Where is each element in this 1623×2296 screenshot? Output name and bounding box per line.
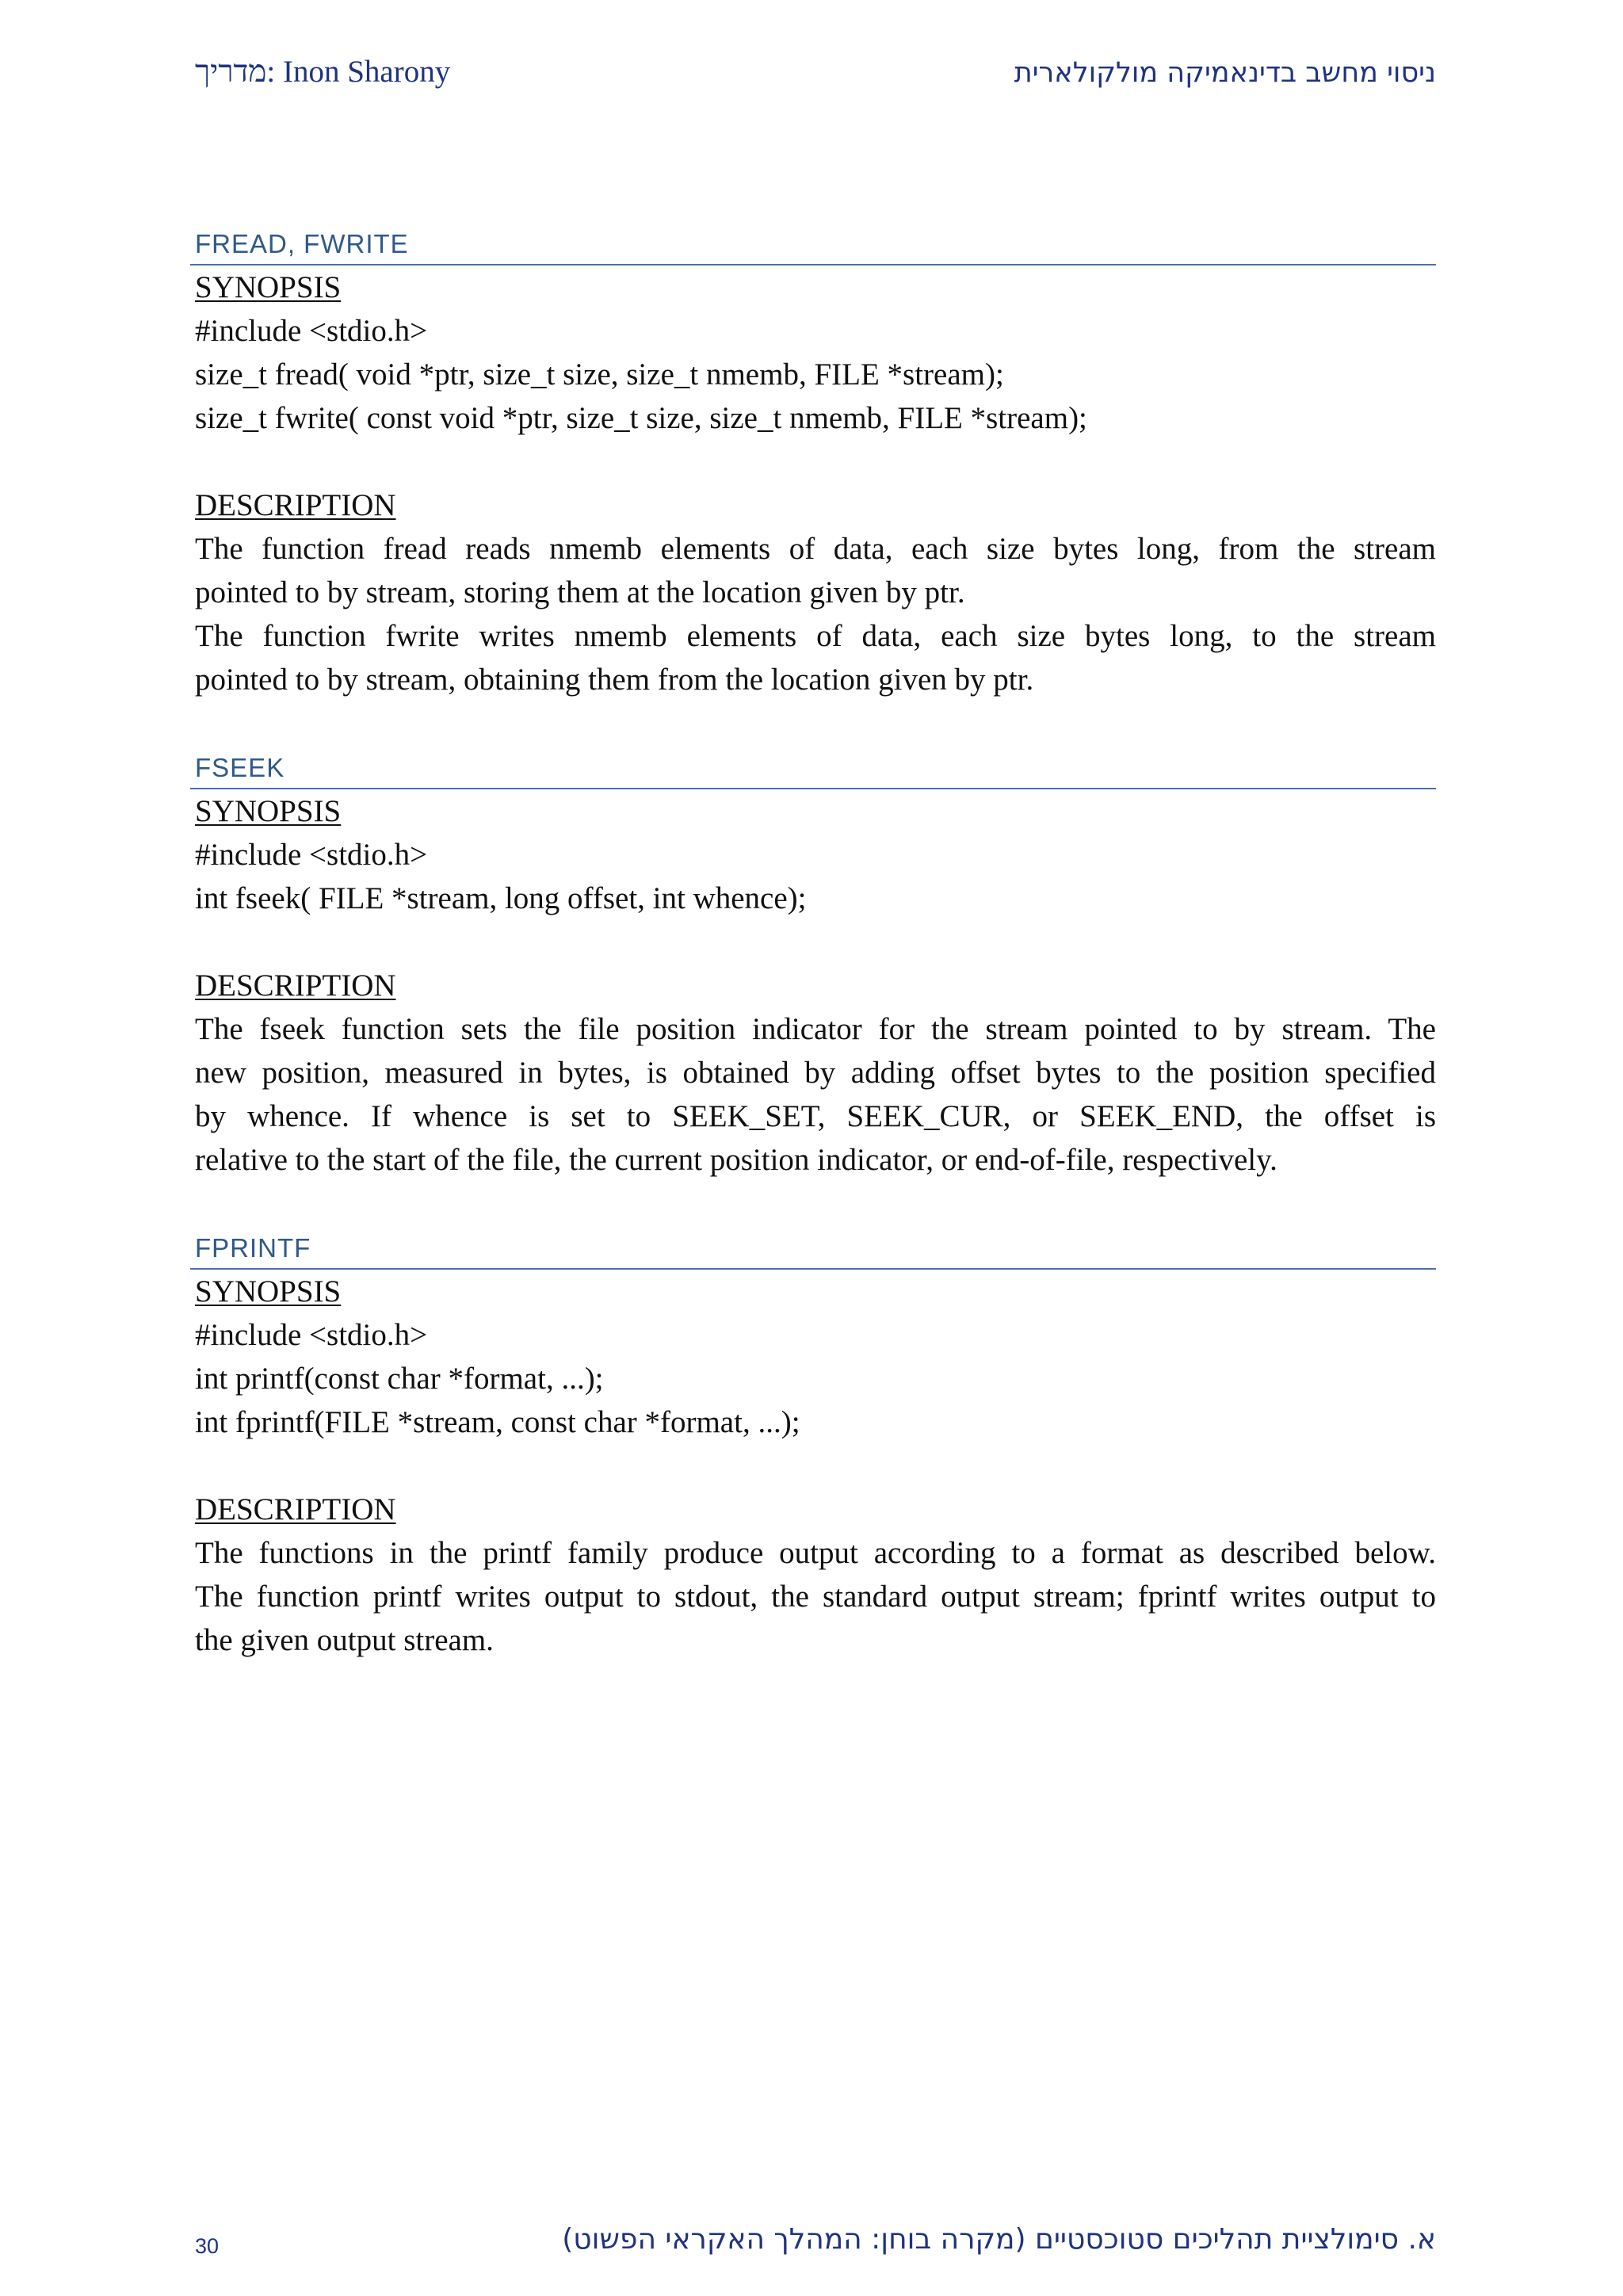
description-line: relative to the start of the file, the current position indicator, or end-of-file, respectively.: [195, 1143, 1277, 1177]
description-label: DESCRIPTION: [195, 1492, 396, 1526]
description-label: DESCRIPTION: [195, 488, 396, 522]
synopsis-line: int fseek( FILE *stream, long offset, int whence);: [195, 881, 807, 915]
synopsis-label: SYNOPSIS: [195, 794, 342, 828]
section-fread-fwrite: [195, 224, 1436, 701]
description-line: The function printf writes output to stdout, the standard output stream; fprintf writes output to: [195, 1580, 1436, 1614]
synopsis-line: int printf(const char *format, ...);: [195, 1362, 604, 1396]
synopsis-line: #include <stdio.h>: [195, 1318, 428, 1352]
synopsis-line: size_t fread( void *ptr, size_t size, size_t nmemb, FILE *stream);: [195, 357, 1004, 392]
synopsis-line: int fprintf(FILE *stream, const char *format, ...);: [195, 1405, 800, 1439]
page-footer: [195, 2223, 1436, 2271]
description-line: by whence. If whence is set to SEEK_SET, SEEK_CUR, or SEEK_END, the offset is: [195, 1099, 1436, 1133]
synopsis-label: SYNOPSIS: [195, 270, 342, 304]
description-line: new position, measured in bytes, is obtained by adding offset bytes to the position specified: [195, 1056, 1436, 1090]
footer-chapter-title: א. סימולציית תהליכים סטוכסטיים (מקרה בוחן: המהלך האקראי הפשוט): [562, 2223, 1436, 2256]
description-line: The fseek function sets the file position indicator for the stream pointed to by stream. The: [195, 1012, 1436, 1046]
description-line: pointed to by stream, storing them at the location given by ptr.: [195, 575, 965, 609]
synopsis-label: SYNOPSIS: [195, 1274, 342, 1308]
description-label: DESCRIPTION: [195, 968, 396, 1003]
section-title: FSEEK: [190, 748, 1436, 789]
synopsis-line: size_t fwrite( const void *ptr, size_t size, size_t nmemb, FILE *stream);: [195, 401, 1087, 435]
header-course-title: ניסוי מחשב בדינאמיקה מולקולארית: [1014, 57, 1436, 89]
section-fseek: [195, 748, 1436, 1182]
description-line: the given output stream.: [195, 1623, 494, 1657]
page-number: 30: [195, 2234, 220, 2258]
section-fprintf: [195, 1228, 1436, 1662]
description-line: The function fread reads nmemb elements of data, each size bytes long, from the stream: [195, 532, 1436, 566]
header-instructor: מדריך: Inon Sharony: [195, 55, 451, 89]
section-title: FPRINTF: [190, 1228, 1436, 1270]
description-line: The functions in the printf family produce output according to a format as described below.: [195, 1536, 1436, 1570]
description-line: pointed to by stream, obtaining them from the location given by ptr.: [195, 663, 1034, 697]
synopsis-line: #include <stdio.h>: [195, 314, 428, 348]
section-title: FREAD, FWRITE: [190, 224, 1436, 266]
page-header: [195, 54, 1436, 109]
description-line: The function fwrite writes nmemb elements of data, each size bytes long, to the stream: [195, 619, 1436, 653]
synopsis-line: #include <stdio.h>: [195, 838, 428, 872]
